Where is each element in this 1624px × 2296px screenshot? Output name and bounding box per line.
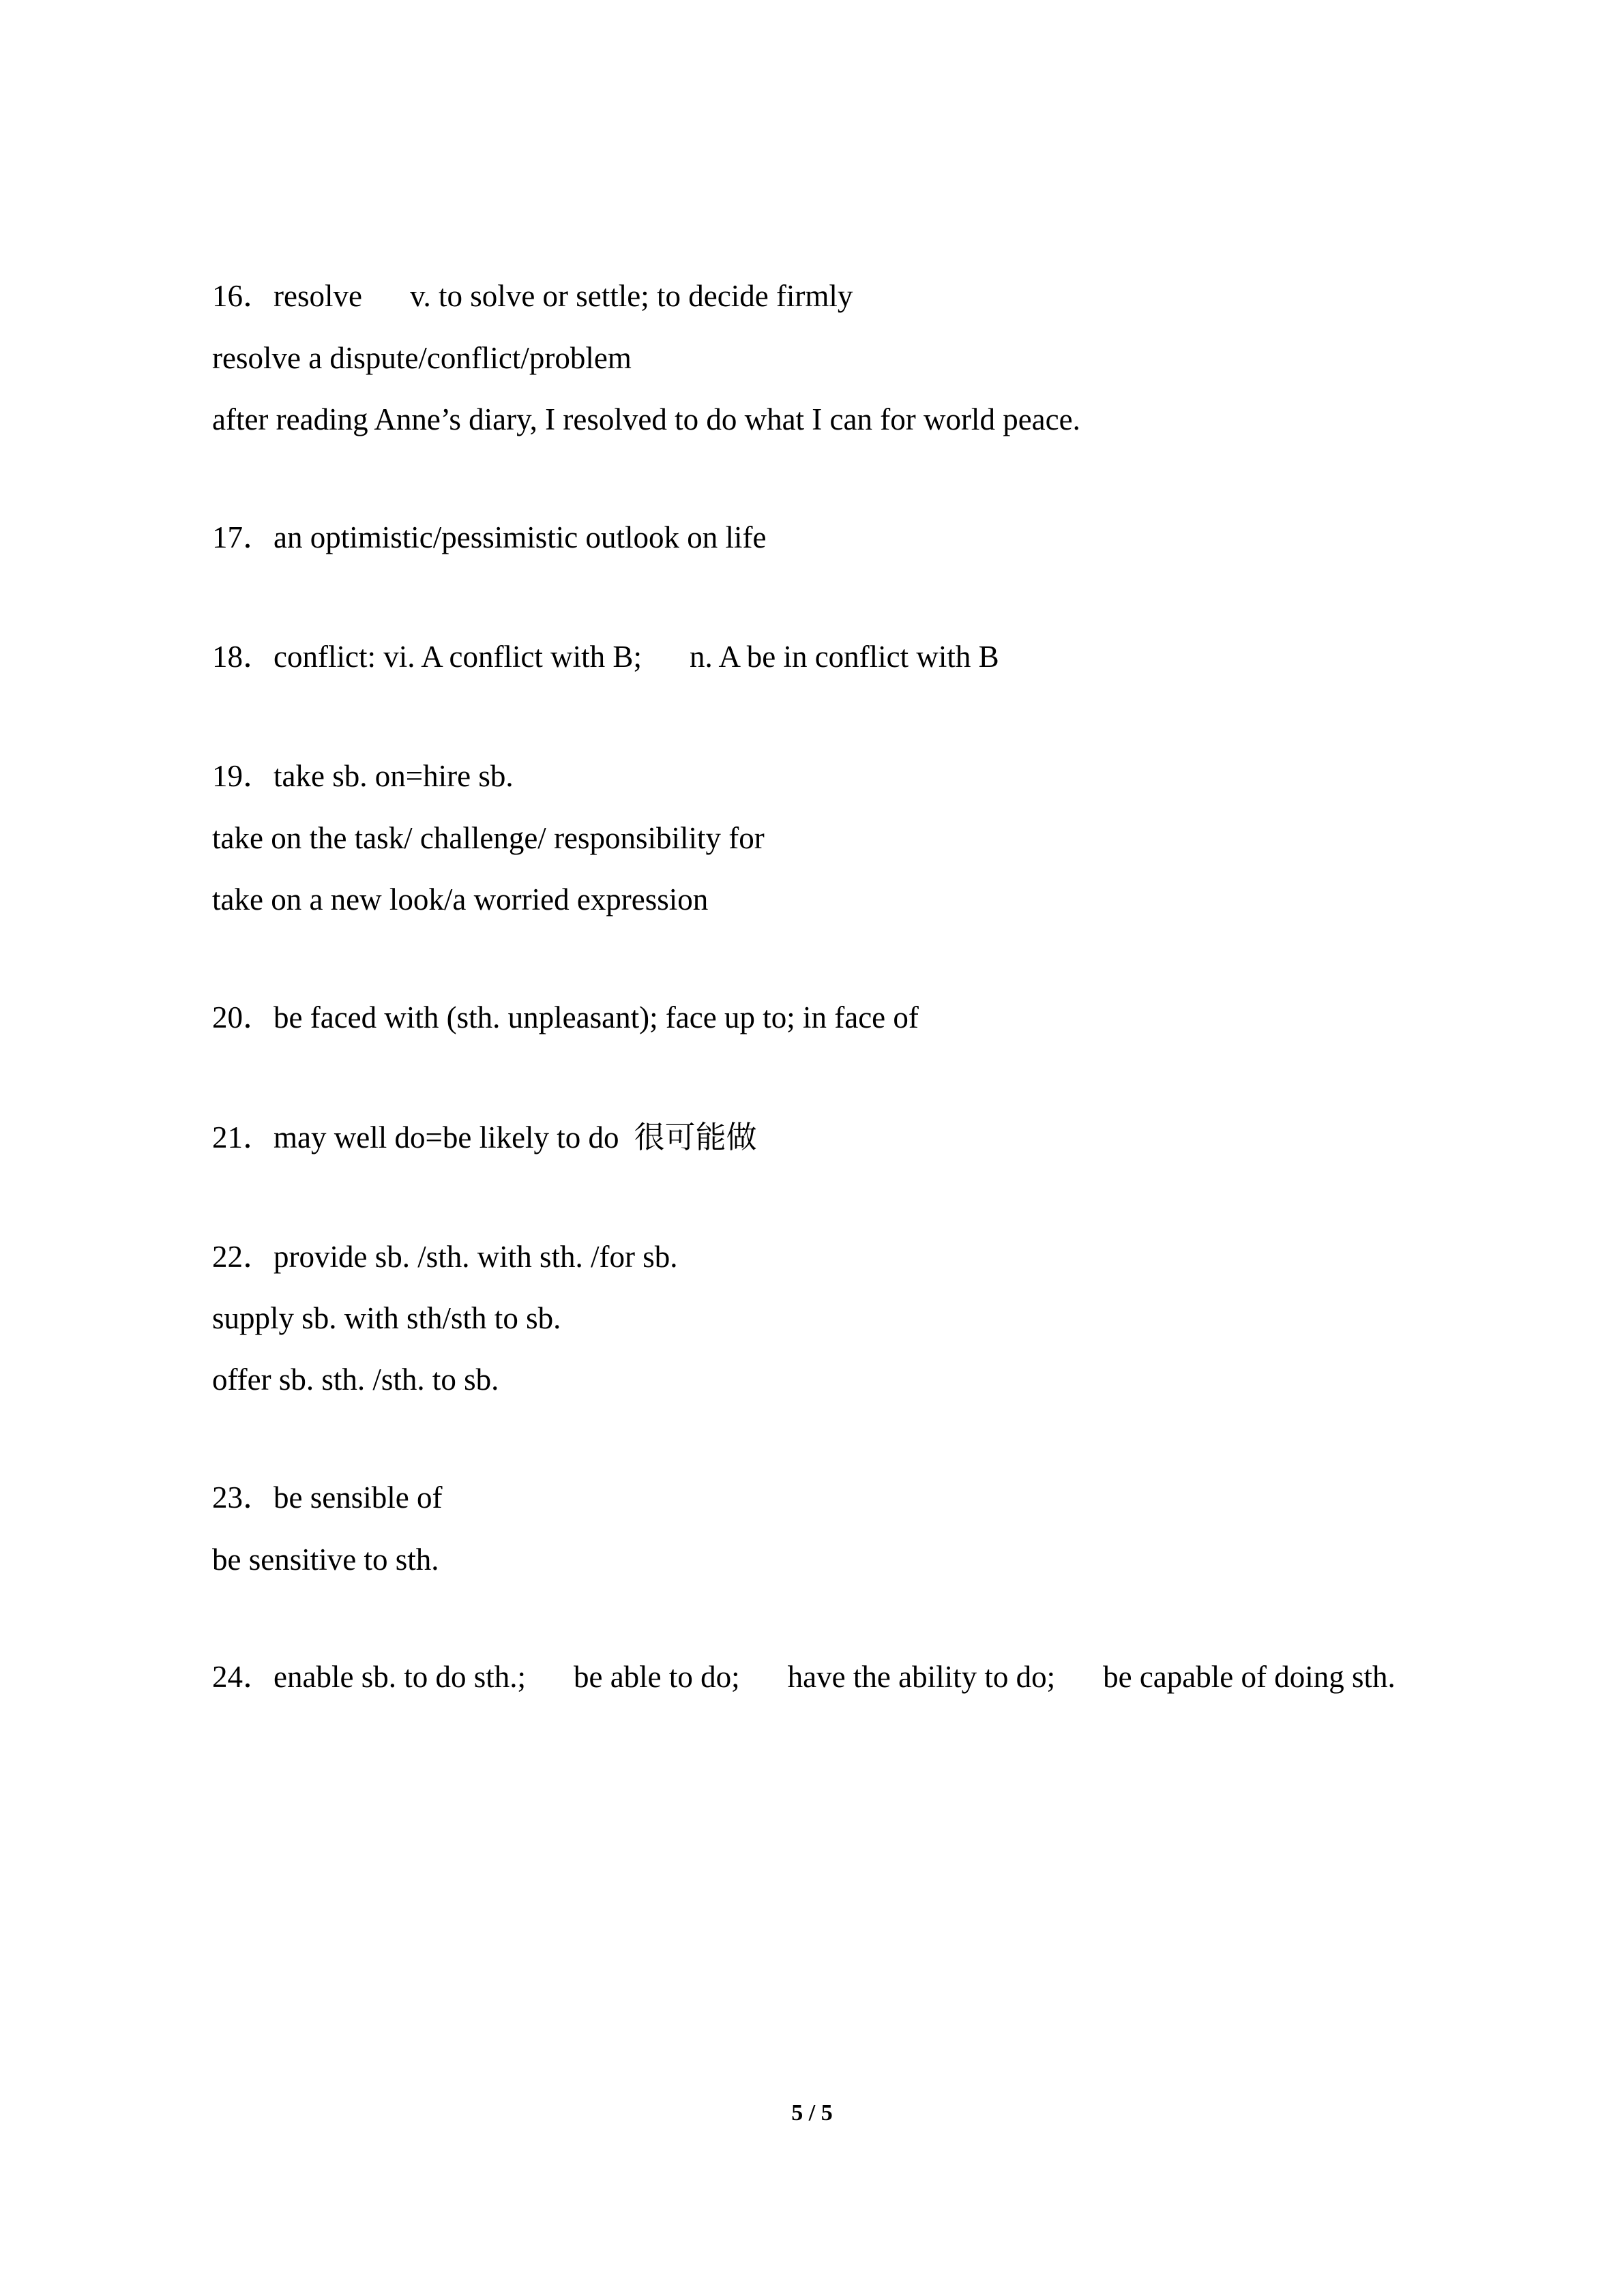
item-16-heading — [212, 277, 853, 315]
item-number: 23． — [212, 1480, 274, 1515]
item-text: may well do=be likely to do — [274, 1120, 619, 1154]
item-number: 20． — [212, 1000, 274, 1034]
item-part-1: conflict: vi. A conflict with B; — [274, 640, 642, 674]
item-number: 22． — [212, 1240, 274, 1274]
item-part-1: enable sb. to do sth.; — [274, 1660, 526, 1694]
item-23-heading — [212, 1478, 442, 1517]
item-number: 18． — [212, 640, 274, 674]
item-16-example-1: resolve a dispute/conflict/problem — [212, 341, 632, 375]
item-definition: v. to solve or settle; to decide firmly — [409, 279, 853, 313]
item-text: an optimistic/pessimistic outlook on life — [274, 520, 767, 554]
item-number: 17． — [212, 520, 274, 554]
item-16-example-2: after reading Anne’s diary, I resolved to do what I can for world peace. — [212, 402, 1080, 436]
item-chinese-gloss: 很可能做 — [634, 1119, 757, 1155]
item-term: resolve — [274, 279, 362, 313]
item-18 — [212, 638, 999, 676]
item-19-example-1: take on the task/ challenge/ responsibility for — [212, 821, 765, 855]
item-text: provide sb. /sth. with sth. /for sb. — [274, 1240, 678, 1274]
item-text: be sensible of — [274, 1480, 443, 1515]
item-number: 19． — [212, 759, 274, 793]
item-part-2: n. A be in conflict with B — [689, 640, 999, 674]
item-part-2: be able to do; — [573, 1660, 740, 1694]
item-22-example-2: offer sb. sth. /sth. to sb. — [212, 1362, 499, 1397]
item-22-heading — [212, 1238, 678, 1276]
item-part-4: be capable of doing sth. — [1103, 1660, 1396, 1694]
item-number: 21． — [212, 1120, 274, 1154]
item-19-example-2: take on a new look/a worried expression — [212, 882, 709, 916]
item-text: be faced with (sth. unpleasant); face up to; in face of — [274, 1000, 919, 1034]
item-19-heading — [212, 757, 514, 795]
item-number: 16． — [212, 279, 274, 313]
item-22-example-1: supply sb. with sth/sth to sb. — [212, 1301, 561, 1335]
item-text: take sb. on=hire sb. — [274, 759, 514, 793]
item-20 — [212, 998, 919, 1037]
item-24 — [212, 1658, 1396, 1696]
item-part-3: have the ability to do; — [787, 1660, 1056, 1694]
item-23-example-1: be sensitive to sth. — [212, 1542, 439, 1577]
item-21 — [212, 1118, 757, 1157]
item-17 — [212, 518, 766, 556]
item-number: 24． — [212, 1660, 274, 1694]
page-number: 5 / 5 — [791, 2100, 833, 2126]
